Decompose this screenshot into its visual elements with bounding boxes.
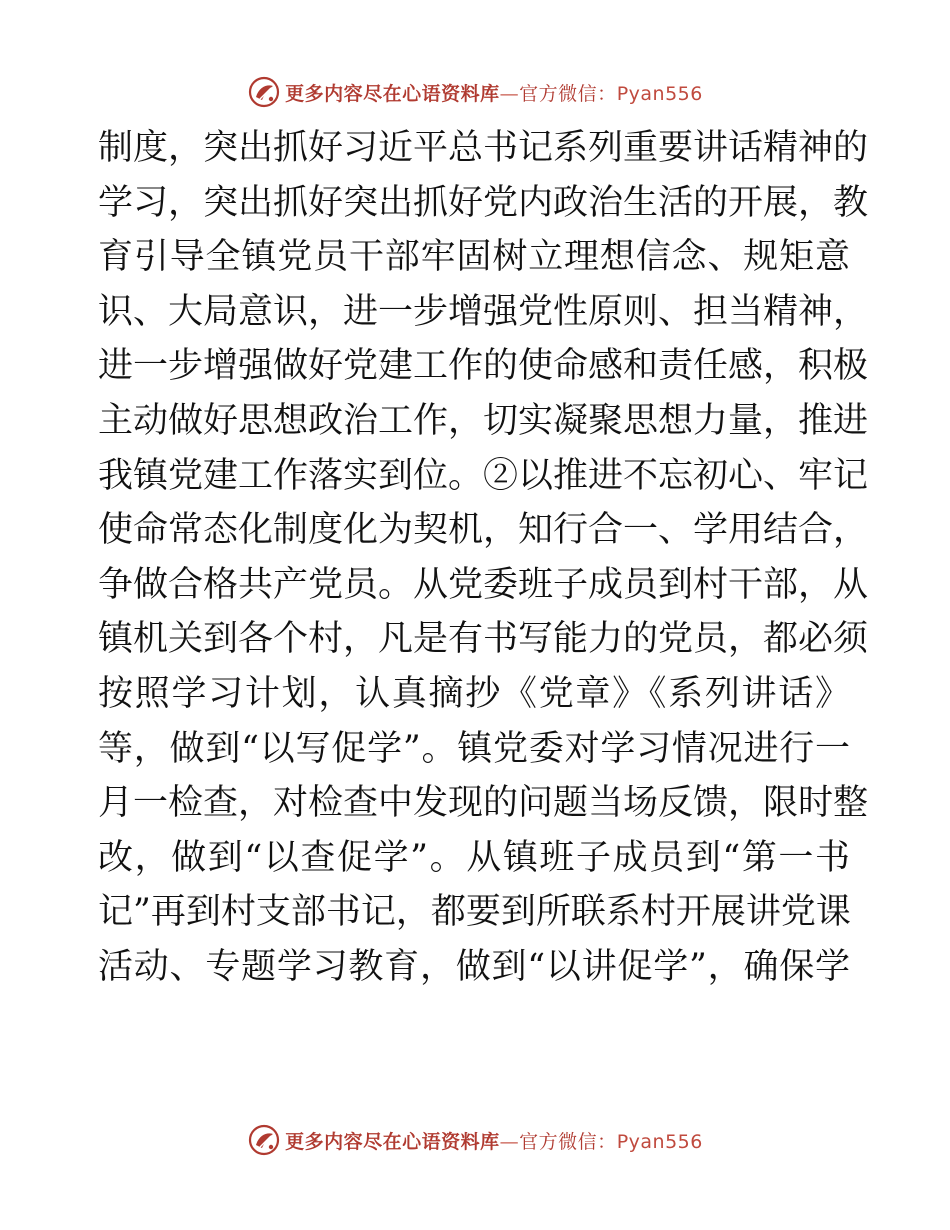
footer-banner-dash: — <box>499 1130 520 1153</box>
body-line: 主动做好思想政治工作，切实凝聚思想力量，推进 <box>98 400 869 441</box>
document-body <box>98 121 869 995</box>
footer-banner-main: 更多内容尽在心语资料库 <box>285 1130 500 1153</box>
body-line: 活动、专题学习教育，做到“以讲促学”，确保学 <box>98 946 850 987</box>
footer-banner-label: 官方微信： <box>519 1130 617 1153</box>
body-line: 育引导全镇党员干部牢固树立理想信念、规矩意 <box>98 237 850 278</box>
header-wechat-id: Pyan556 <box>616 82 703 105</box>
body-line: 改，做到“以查促学”。从镇班子成员到“第一书 <box>98 837 850 878</box>
body-line: 学习，突出抓好突出抓好党内政治生活的开展，教 <box>98 182 869 223</box>
body-line: 我镇党建工作落实到位。②以推进不忘初心、牢记 <box>98 455 869 496</box>
body-line: 记”再到村支部书记，都要到所联系村开展讲党课 <box>98 892 851 933</box>
body-line: 等，做到“以写促学”。镇党委对学习情况进行一 <box>98 728 850 769</box>
header-banner-label: 官方微信： <box>519 82 617 105</box>
footer-banner-text <box>285 1127 703 1154</box>
body-line: 识、大局意识，进一步增强党性原则、担当精神， <box>98 291 869 332</box>
body-line: 使命常态化制度化为契机，知行合一、学用结合， <box>98 510 869 551</box>
seal-logo-icon <box>247 75 281 109</box>
seal-logo-icon <box>247 1123 281 1157</box>
body-line: 进一步增强做好党建工作的使命感和责任感，积极 <box>98 346 869 387</box>
header-banner-dash: — <box>499 82 520 105</box>
body-line: 镇机关到各个村，凡是有书写能力的党员，都必须 <box>98 619 869 660</box>
footer-banner <box>0 1120 950 1160</box>
body-line: 争做合格共产党员。从党委班子成员到村干部，从 <box>98 564 869 605</box>
header-banner-main: 更多内容尽在心语资料库 <box>285 82 500 105</box>
header-banner <box>0 72 950 112</box>
body-line: 月一检查，对检查中发现的问题当场反馈，限时整 <box>98 783 869 824</box>
body-line: 按照学习计划，认真摘抄《党章》《系列讲话》 <box>98 673 850 714</box>
body-line: 制度，突出抓好习近平总书记系列重要讲话精神的 <box>98 128 869 168</box>
header-banner-text <box>285 79 703 106</box>
footer-wechat-id: Pyan556 <box>616 1130 703 1153</box>
